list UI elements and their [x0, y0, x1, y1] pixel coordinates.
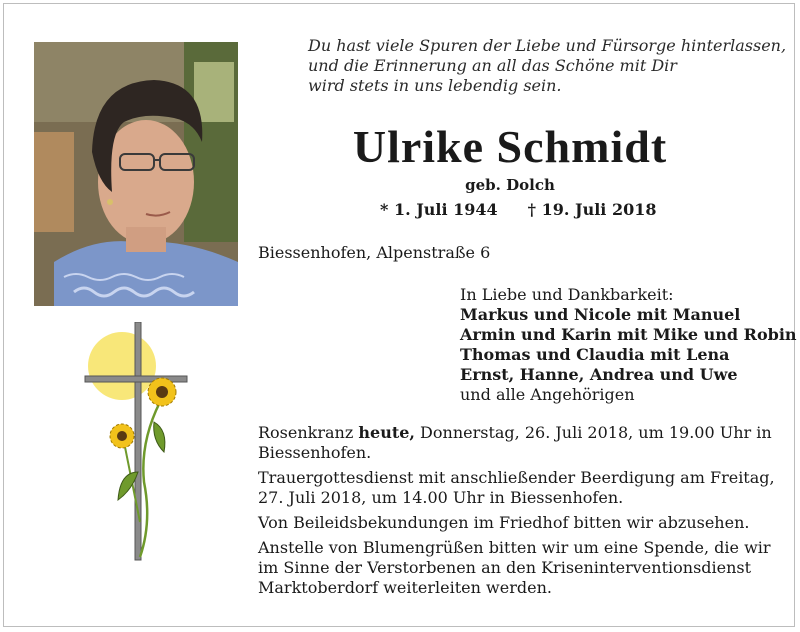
mourner-family: Ernst, Hanne, Andrea und Uwe [460, 365, 738, 384]
mourner-family: Armin und Karin mit Mike und Robin [460, 325, 797, 344]
rosary-highlight: heute, [358, 423, 415, 442]
birth-name: geb. Dolch [465, 176, 555, 194]
mourners-list [460, 285, 797, 405]
deceased-name: Ulrike Schmidt [352, 121, 668, 172]
mourner-family: Markus und Nicole mit Manuel [460, 305, 741, 324]
funeral-notes [258, 423, 778, 603]
quote-line: Du hast viele Spuren der Liebe und Fürsorge hinterlassen, [308, 36, 787, 55]
portrait-illustration [34, 42, 238, 306]
address: Biessenhofen, Alpenstraße 6 [258, 243, 491, 262]
mourners-outro: und alle Angehörigen [460, 385, 635, 404]
rosary-note [258, 423, 778, 463]
service-note: Trauergottesdienst mit anschließender Beerdigung am Freitag, 27. Juli 2018, um 14.00 Uhr in Biessenhofen. [258, 468, 775, 507]
memorial-quote [308, 36, 787, 96]
rosary-details: Donnerstag, 26. Juli 2018, um 19.00 Uhr in Biessenhofen. [258, 423, 772, 462]
birth-date: * 1. Juli 1944 [380, 200, 498, 219]
death-date: † 19. Juli 2018 [527, 200, 657, 219]
portrait-photo [34, 42, 238, 306]
quote-line: wird stets in uns lebendig sein. [308, 76, 562, 95]
rosary-prefix: Rosenkranz [258, 423, 354, 442]
quote-line: und die Erinnerung an all das Schöne mit Dir [308, 56, 677, 75]
cross-sunflower-icon [80, 322, 190, 562]
condolence-note: Von Beileidsbekundungen im Friedhof bitten wir abzusehen. [258, 513, 750, 532]
mourner-family: Thomas und Claudia mit Lena [460, 345, 730, 364]
mourners-intro: In Liebe und Dankbarkeit: [460, 285, 674, 304]
life-dates [380, 200, 656, 219]
donation-note: Anstelle von Blumengrüßen bitten wir um eine Spende, die wir im Sinne der Verstorbenen an den Kriseninterventionsdienst Marktoberdorf weiterleiten werden. [258, 538, 771, 597]
